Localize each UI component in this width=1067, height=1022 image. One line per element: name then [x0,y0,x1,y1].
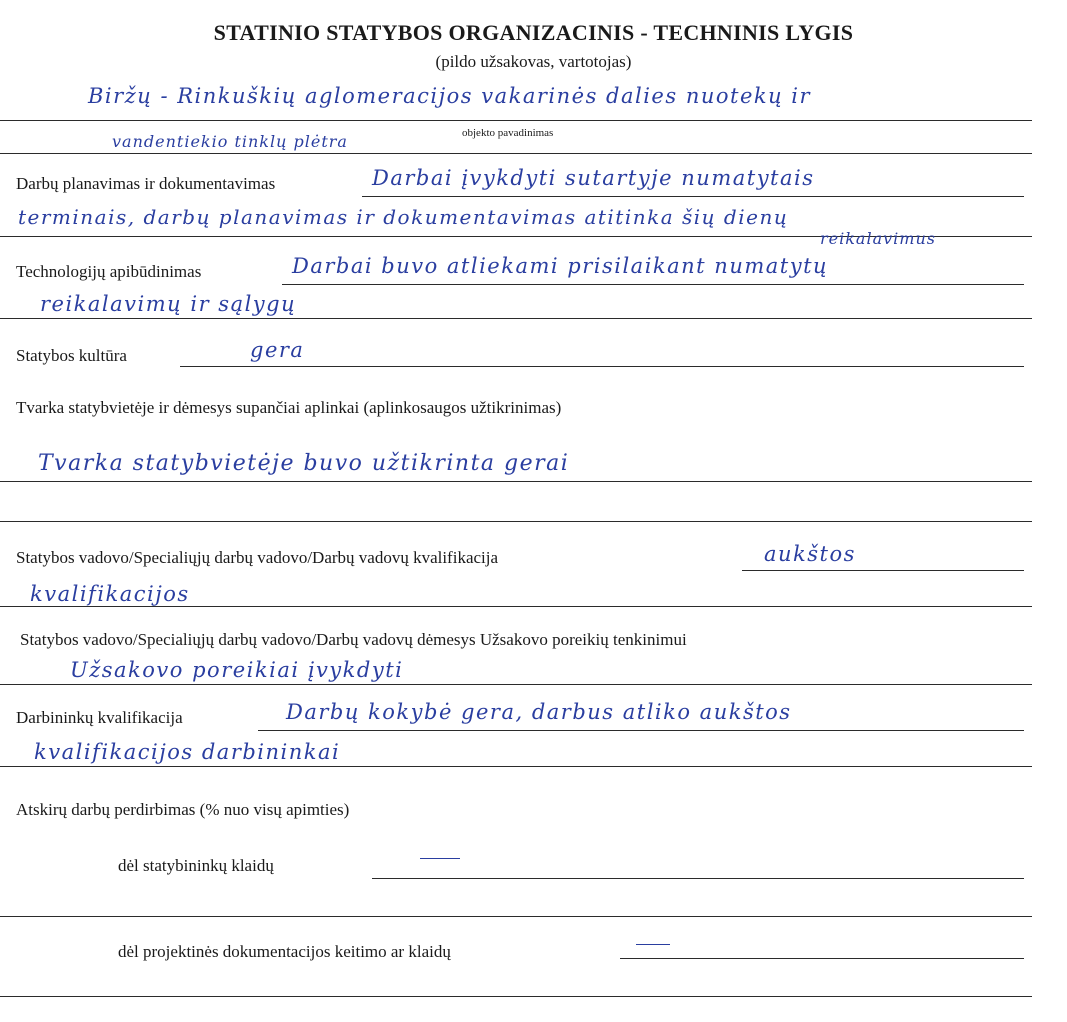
attention-label: Statybos vadovo/Specialiųjų darbų vadovo/Darbų vadovų dėmesys Užsakovo poreikių tenkinimui [20,630,687,649]
culture-label: Statybos kultūra [16,346,127,365]
technology-label: Technologijų apibūdinimas [16,262,202,281]
object-name-line1: Biržų - Rinkuškių aglomeracijos vakarinės dalies nuotekų ir [88,84,812,108]
order-value: Tvarka statybvietėje buvo užtikrinta gerai [38,451,570,476]
planning-line2: terminais, darbų planavimas ir dokumentavimas atitinka šių dienų [18,205,789,229]
technology-line2: reikalavimų ir sąlygų [40,292,297,316]
planning-line1: Darbai įvykdyti sutartyje numatytais [372,166,815,190]
rule-rework-docs [620,958,1024,959]
rework-label: Atskirų darbų perdirbimas (% nuo visų apimties) [16,800,350,819]
rule-rework-end [0,996,1032,997]
rule-rework-blank [0,916,1032,917]
order-label: Tvarka statybvietėje ir dėmesys supančiai aplinkai (aplinkosaugos užtikrinimas) [16,398,562,417]
workers-label: Darbininkų kvalifikacija [16,708,183,727]
rework-builders-label: dėl statybininkų klaidų [118,856,274,875]
rule-object-1 [0,120,1032,121]
rule-technology-2 [0,318,1032,319]
rework-docs-label: dėl projektinės dokumentacijos keitimo ar klaidų [118,942,451,961]
attention-value: Užsakovo poreikiai įvykdyti [70,658,404,682]
culture-value: gera [250,338,305,362]
rule-order-2 [0,521,1032,522]
rule-attention [0,684,1032,685]
form-subtitle: (pildo užsakovas, vartotojas) [435,52,632,71]
qualification-line2: kvalifikacijos [30,582,190,606]
rule-workers-1 [258,730,1024,731]
rule-object-2 [0,153,1032,154]
rule-qualification-2 [0,606,1032,607]
rule-workers-2 [0,766,1032,767]
technology-line1: Darbai buvo atliekami prisilaikant numatytų [292,254,829,278]
qualification-line1: aukštos [764,542,856,566]
rule-qualification-1 [742,570,1024,571]
workers-line2: kvalifikacijos darbininkai [34,740,341,764]
rework-builders-dash [420,858,460,859]
rule-planning-1 [362,196,1024,197]
planning-label: Darbų planavimas ir dokumentavimas [16,174,276,193]
planning-note: reikalavimus [820,229,936,248]
rule-technology-1 [282,284,1024,285]
rule-rework-builders [372,878,1024,879]
workers-line1: Darbų kokybė gera, darbus atliko aukštos [286,700,792,724]
rule-order-1 [0,481,1032,482]
rework-docs-dash [636,944,670,945]
rule-culture [180,366,1024,367]
form-title: STATINIO STATYBOS ORGANIZACINIS - TECHNINIS LYGIS [213,20,854,45]
object-name-line2: vandentiekio tinklų plėtra [112,132,348,151]
qualification-label: Statybos vadovo/Specialiųjų darbų vadovo/Darbų vadovų kvalifikacija [16,548,499,567]
object-caption: objekto pavadinimas [462,127,554,139]
